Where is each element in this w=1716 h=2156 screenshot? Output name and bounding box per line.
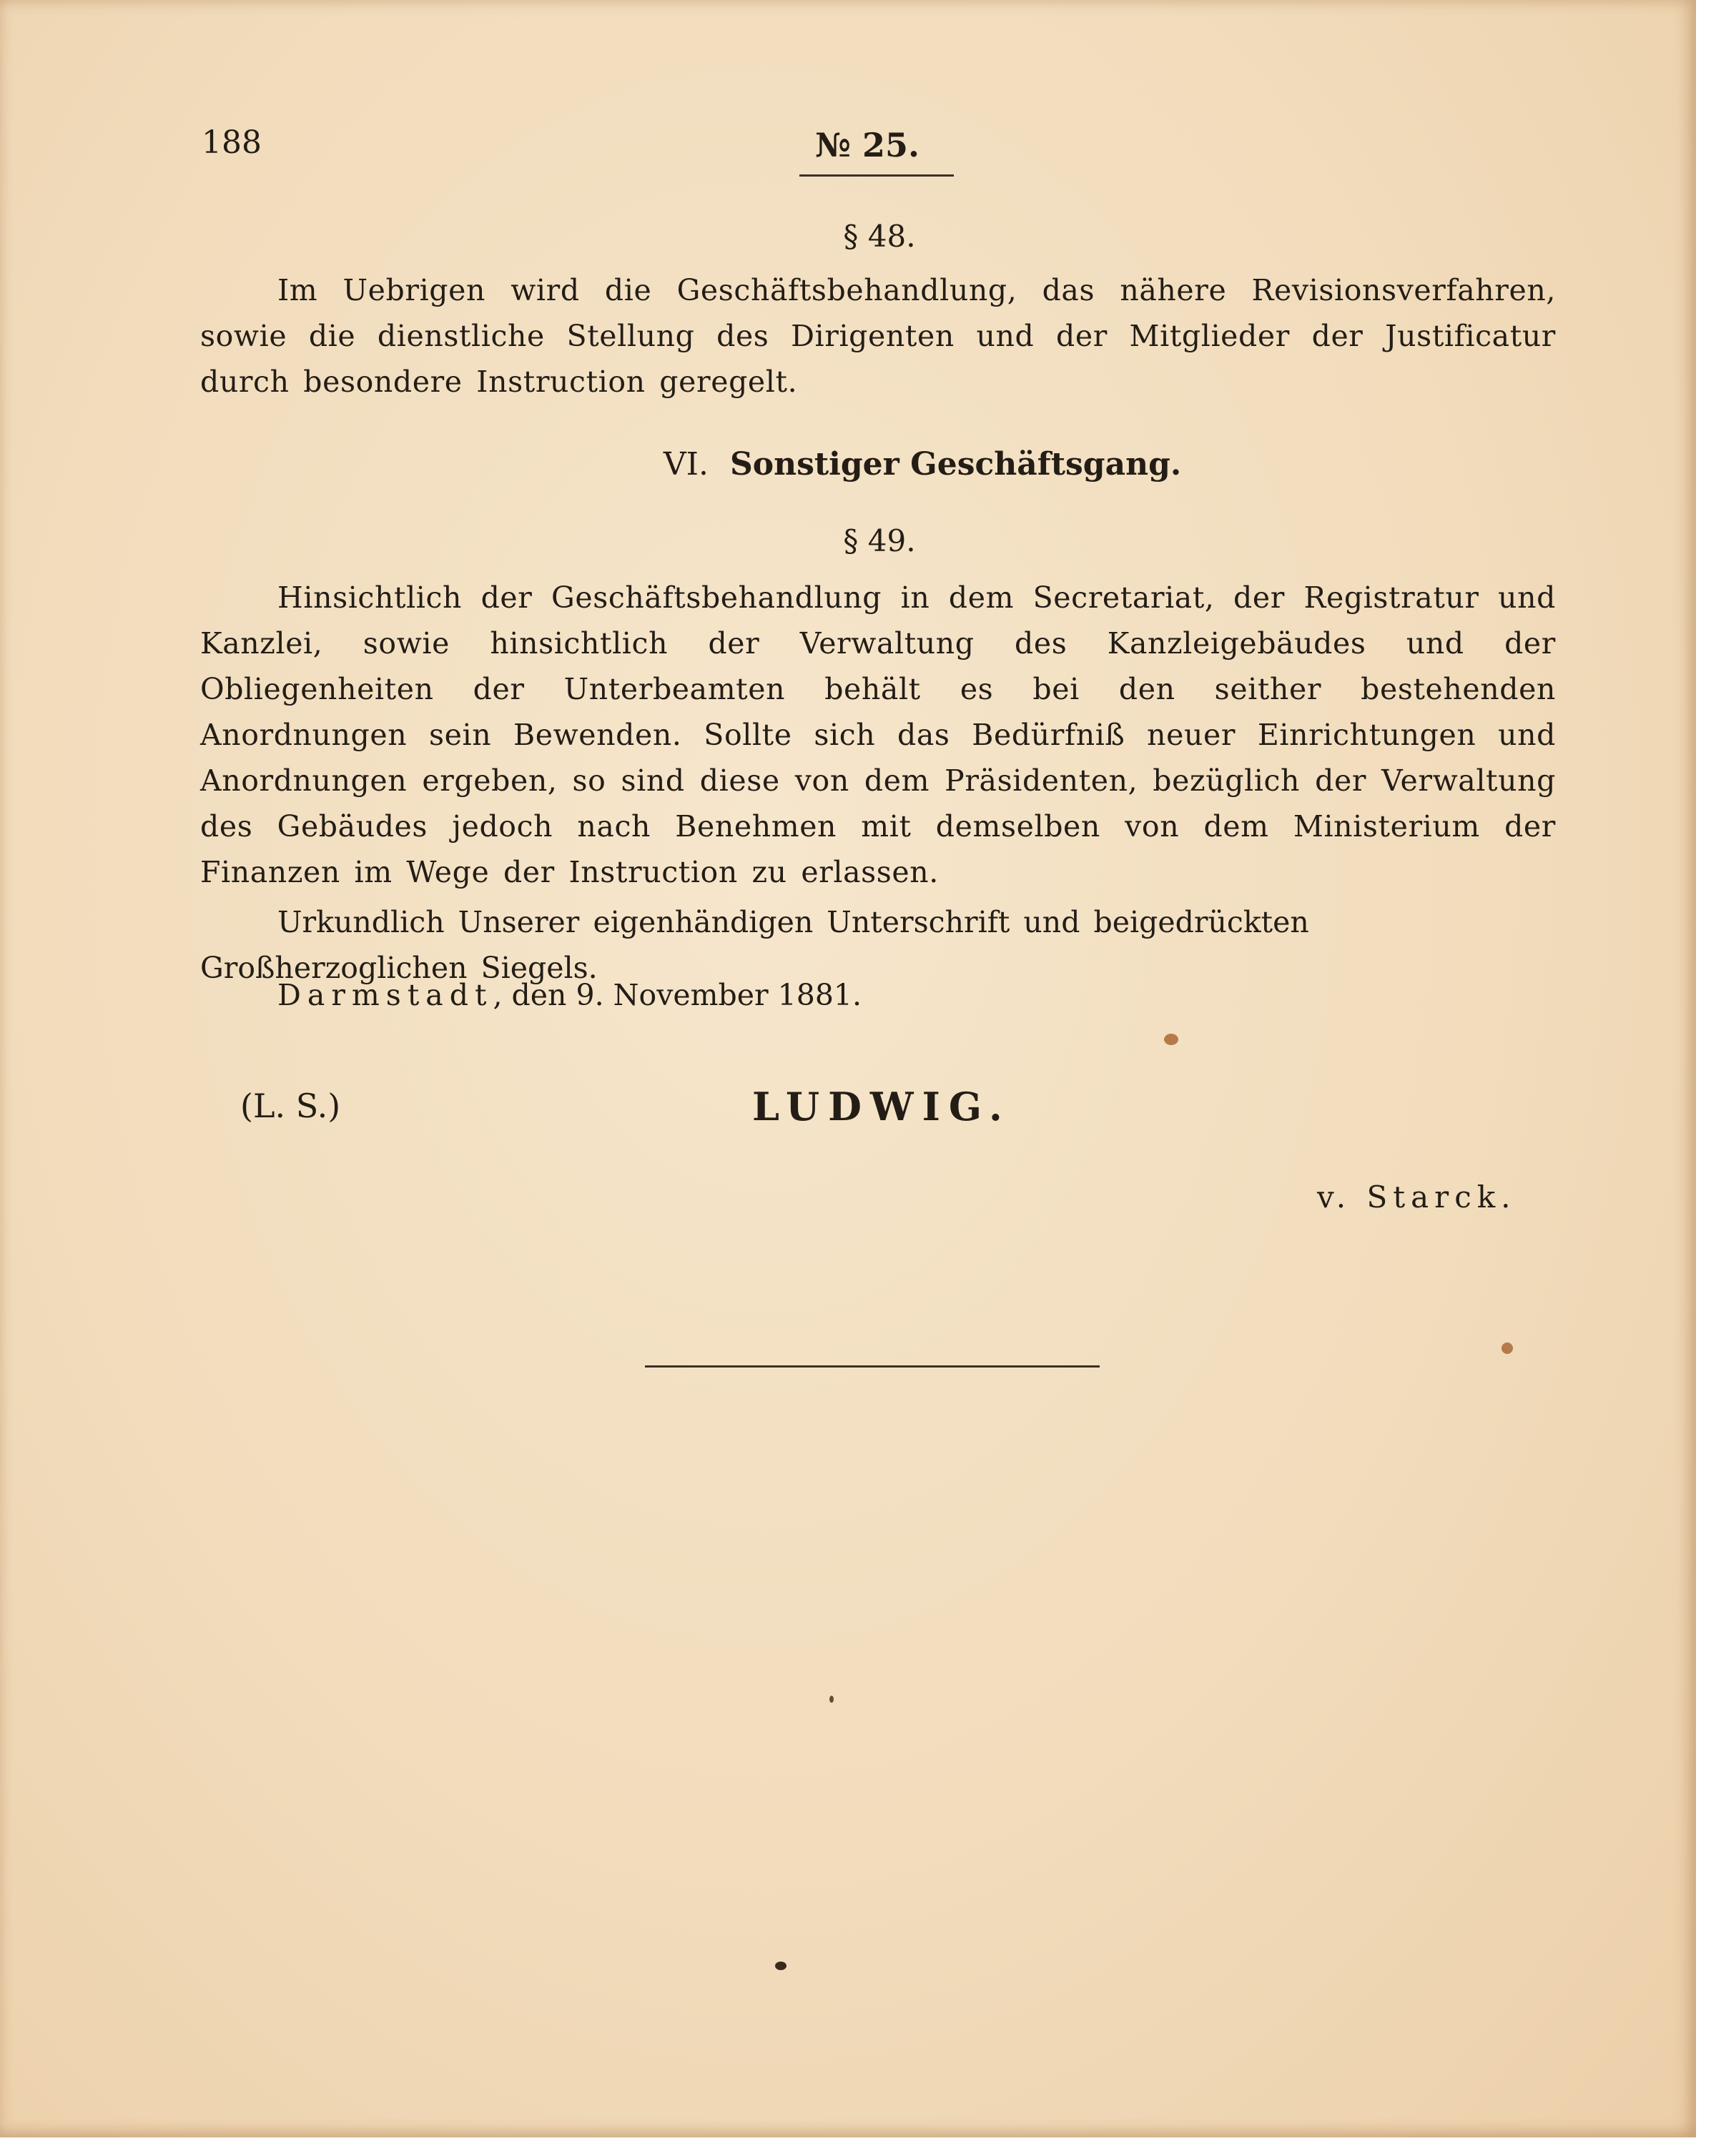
countersignature: v. Starck. xyxy=(1317,1180,1517,1215)
place-name: Darmstadt xyxy=(277,978,493,1012)
chapter-numeral: VI. xyxy=(663,446,709,483)
page-number: 188 xyxy=(202,124,262,161)
closing-rule xyxy=(645,1365,1100,1368)
foxing-spot xyxy=(1502,1342,1513,1354)
foxing-spot xyxy=(829,1696,834,1703)
certification-text: Urkundlich Unserer eigenhändigen Unterschrift und beigedrückten Großherzoglichen Siegels. xyxy=(200,905,1309,985)
sovereign-signature: LUDWIG. xyxy=(752,1084,1011,1129)
place-date xyxy=(200,972,1058,1018)
section-48-heading: § 48. xyxy=(843,219,916,254)
chapter-heading xyxy=(644,446,1201,483)
date-text: , den 9. November 1881. xyxy=(493,978,862,1012)
seal-mark: (L. S.) xyxy=(240,1087,341,1125)
section-48-text: Im Uebrigen wird die Geschäftsbehandlung, das nähere Revisionsverfahren, sowie die dienstliche Stellung des Dirigenten und der Mitglieder der Justificatur durch besondere Instruction geregelt. xyxy=(200,273,1556,399)
header-rule xyxy=(799,174,954,177)
section-49-text: Hinsichtlich der Geschäftsbehandlung in dem Secretariat, der Registratur und Kanzlei, sowie hinsichtlich der Verwaltung des Kanzleigebäudes und der Obliegenheiten der Unterbeamten behält es bei den seither bestehenden Anordnungen sein Bewenden. Sollte sich das Bedürfniß neuer Einrichtungen und Anordnungen ergeben, so sind diese von dem Präsidenten, bezüglich der Verwaltung des Gebäudes jedoch nach Benehmen mit demselben von dem Ministerium der Finanzen im Wege der Instruction zu erlassen. xyxy=(200,580,1556,889)
section-49-heading: § 49. xyxy=(843,523,916,558)
chapter-title: Sonstiger Geschäftsgang. xyxy=(729,446,1182,483)
foxing-spot xyxy=(775,1962,786,1970)
issue-number: № 25. xyxy=(815,126,920,164)
foxing-spot xyxy=(1164,1034,1178,1045)
